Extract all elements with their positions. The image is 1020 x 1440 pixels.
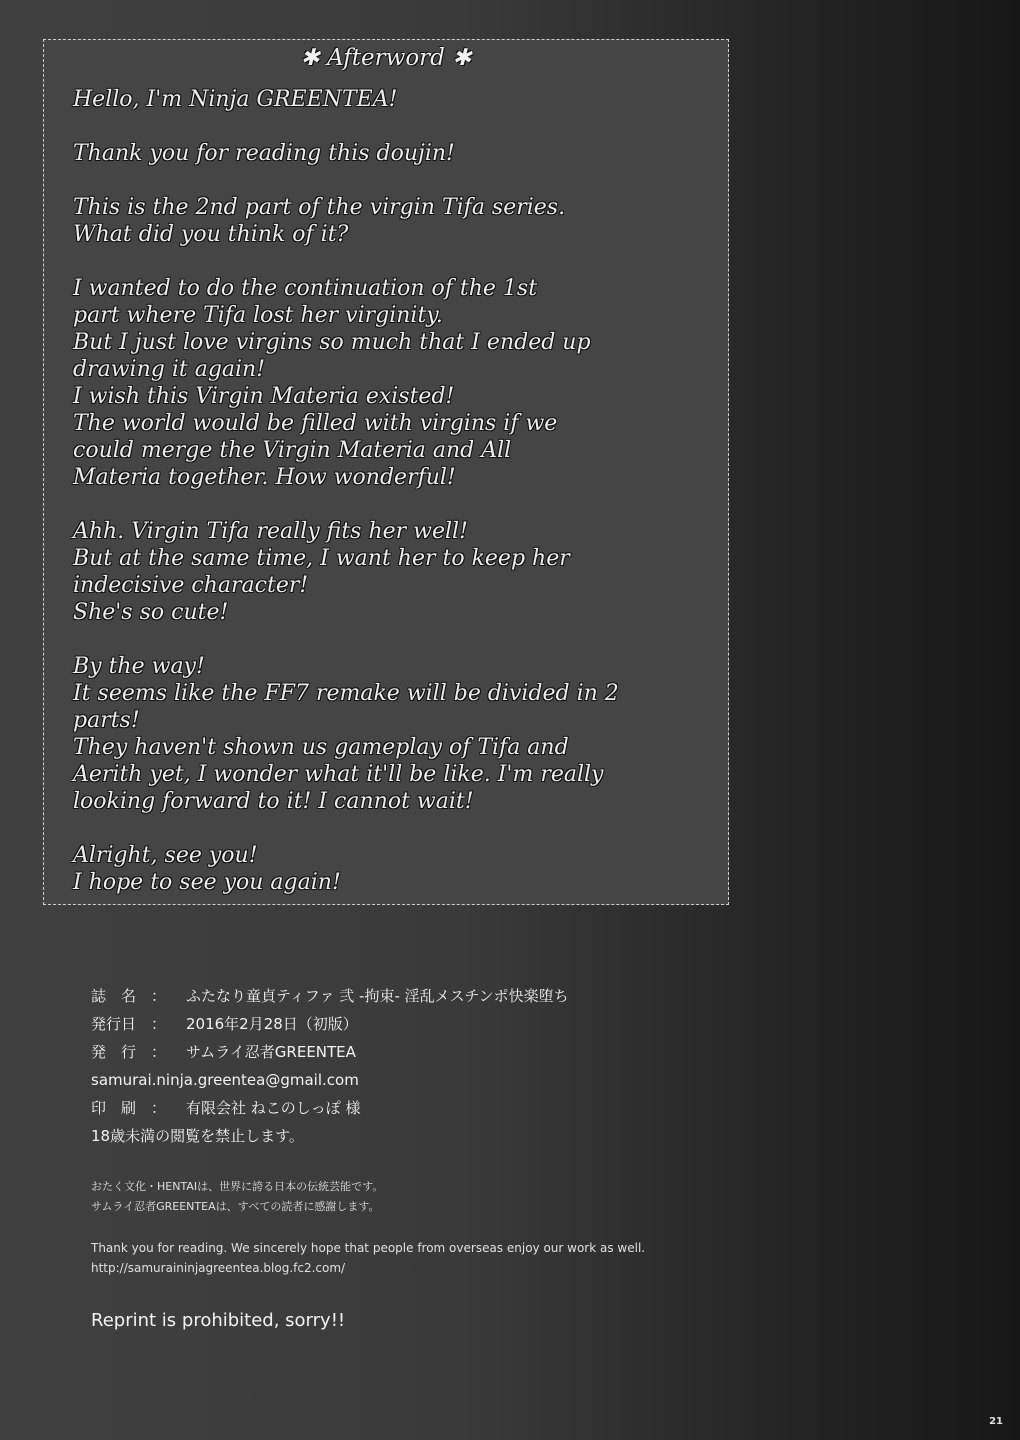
afterword-line: Alright, see you! <box>73 843 258 868</box>
afterword-paragraph <box>73 140 713 167</box>
notes <box>91 1177 383 1217</box>
afterword-line: But at the same time, I want her to keep her <box>73 546 570 571</box>
colophon <box>91 982 569 1150</box>
colophon-date-row <box>91 1010 569 1038</box>
colophon-age-notice: 18歳未満の閲覧を禁止します。 <box>91 1127 304 1145</box>
colophon-title-value: ふたなり童貞ティファ 弐 -拘束- 淫乱メスチンポ快楽堕ち <box>186 987 569 1005</box>
afterword-line: By the way! <box>73 654 205 679</box>
afterword-line: I wanted to do the continuation of the 1st <box>73 276 538 301</box>
afterword-line: Thank you for reading this doujin! <box>73 141 455 166</box>
afterword-paragraph <box>73 86 713 113</box>
colophon-printer-value: 有限会社 ねこのしっぽ 様 <box>186 1099 361 1117</box>
afterword-line: It seems like the FF7 remake will be divided in 2 <box>73 681 619 706</box>
afterword-line: The world would be filled with virgins if we <box>73 411 558 436</box>
afterword-line: part where Tifa lost her virginity. <box>73 303 443 328</box>
afterword-title: ✱ Afterword ✱ <box>300 45 472 71</box>
afterword-line: drawing it again! <box>73 357 266 382</box>
afterword-line: indecisive character! <box>73 573 309 598</box>
afterword-line: They haven't shown us gameplay of Tifa and <box>73 735 569 760</box>
reprint-notice: Reprint is prohibited, sorry!! <box>91 1310 346 1331</box>
afterword-line: could merge the Virgin Materia and All <box>73 438 512 463</box>
afterword-body <box>73 86 713 896</box>
colophon-date-key: 発行日 ： <box>91 1015 167 1033</box>
colophon-printer-key: 印 刷 ： <box>91 1099 167 1117</box>
afterword-line: Materia together. How wonderful! <box>73 465 456 490</box>
afterword-paragraph <box>73 518 713 626</box>
blog-url: http://samuraininjagreentea.blog.fc2.com/ <box>91 1261 346 1275</box>
afterword-line: I hope to see you again! <box>73 870 341 895</box>
colophon-date-value: 2016年2月28日（初版） <box>186 1015 358 1033</box>
colophon-publisher-key: 発 行 ： <box>91 1043 167 1061</box>
afterword-paragraph <box>73 653 713 815</box>
afterword-line: What did you think of it? <box>73 222 349 247</box>
afterword-paragraph <box>73 842 713 896</box>
afterword-line: Aerith yet, I wonder what it'll be like. I'm really <box>73 762 604 787</box>
afterword-paragraph <box>73 194 713 248</box>
afterword-line: Ahh. Virgin Tifa really fits her well! <box>73 519 468 544</box>
notes-line-1: おたく文化・HENTAIは、世界に誇る日本の伝統芸能です。 <box>91 1180 384 1193</box>
page-number: 21 <box>989 1416 1003 1427</box>
thanks-message: Thank you for reading. We sincerely hope that people from overseas enjoy our work as well. <box>91 1241 646 1255</box>
colophon-title-row <box>91 982 569 1010</box>
notes-line-2: サムライ忍者GREENTEAは、すべての読者に感謝します。 <box>91 1200 380 1213</box>
colophon-publisher-value: サムライ忍者GREENTEA <box>186 1043 356 1061</box>
afterword-line: looking forward to it! I cannot wait! <box>73 789 474 814</box>
afterword-line: Hello, I'm Ninja GREENTEA! <box>73 87 398 112</box>
colophon-email: samurai.ninja.greentea@gmail.com <box>91 1071 359 1089</box>
thanks <box>91 1238 645 1278</box>
afterword-paragraph <box>73 275 713 491</box>
colophon-title-key: 誌 名 ： <box>91 987 167 1005</box>
afterword-line: But I just love virgins so much that I ended up <box>73 330 591 355</box>
afterword-line: I wish this Virgin Materia existed! <box>73 384 455 409</box>
afterword-line: parts! <box>73 708 140 733</box>
afterword-line: This is the 2nd part of the virgin Tifa series. <box>73 195 566 220</box>
colophon-publisher-row <box>91 1038 569 1066</box>
colophon-printer-row <box>91 1094 569 1122</box>
afterword-line: She's so cute! <box>73 600 229 625</box>
